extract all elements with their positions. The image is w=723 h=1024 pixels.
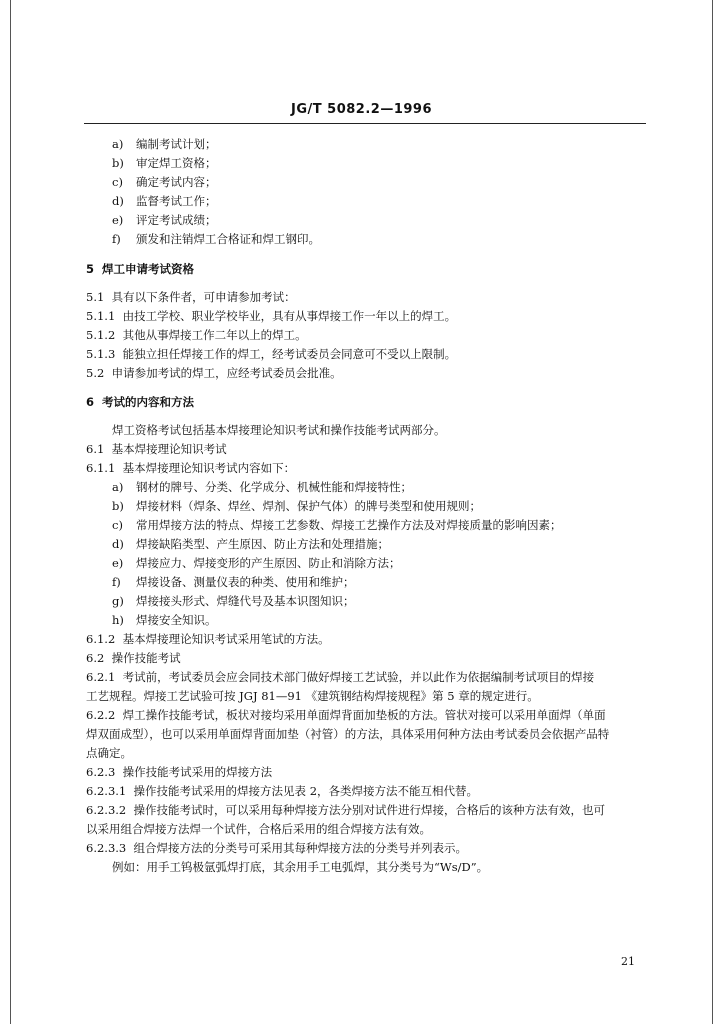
clause-6-2-3-2-cont: 以采用组合焊接方法焊一个试件，合格后采用的组合焊接方法有效。 — [86, 822, 431, 836]
standard-code-header: JG/T 5082.2—1996 — [291, 102, 432, 117]
clause-6-2-2-cont: 焊双面成型），也可以采用单面焊背面加垫（衬管）的方法，具体采用何种方法由考试委员会依据产品特 — [86, 727, 610, 741]
clause-6-1-2: 6.1.2 基本焊接理论知识考试采用笔试的方法。 — [86, 632, 330, 646]
clause-6-2-1: 6.2.1 考试前，考试委员会应会同技术部门做好焊接工艺试验，并以此作为依据编制考试项目的焊接 — [86, 670, 595, 684]
clause-5-1-2: 5.1.2 其他从事焊接工作二年以上的焊工。 — [86, 328, 307, 342]
clause-5-1-1: 5.1.1 由技工学校、职业学校毕业，具有从事焊接工作一年以上的焊工。 — [86, 309, 457, 323]
page-number: 21 — [621, 955, 635, 968]
section-heading-5: 5 焊工申请考试资格 — [86, 262, 195, 276]
clause-6-2-3-3: 6.2.3.3 组合焊接方法的分类号可采用其每种焊接方法的分类号并列表示。 — [86, 841, 468, 855]
scan-edge-right — [712, 0, 713, 1024]
list-item: g) 焊接接头形式、焊缝代号及基本识图知识； — [112, 594, 355, 608]
section-heading-6: 6 考试的内容和方法 — [86, 395, 195, 409]
list-item: a) 编制考试计划； — [112, 137, 217, 151]
list-item: e) 评定考试成绩； — [112, 213, 217, 227]
list-item: a) 钢材的牌号、分类、化学成分、机械性能和焊接特性； — [112, 480, 412, 494]
example-text: 例如：用手工钨极氩弧焊打底，其余用手工电弧焊，其分类号为“Ws/D”。 — [112, 860, 489, 874]
list-item: e) 焊接应力、焊接变形的产生原因、防止和消除方法； — [112, 556, 401, 570]
clause-6-2-1-cont: 工艺规程。焊接工艺试验可按 JGJ 81—91 《建筑钢结构焊接规程》第 5 章的规定进行。 — [86, 689, 539, 703]
list-item: d) 监督考试工作； — [112, 194, 217, 208]
section-6-intro: 焊工资格考试包括基本焊接理论知识考试和操作技能考试两部分。 — [112, 423, 446, 437]
list-item: f) 颁发和注销焊工合格证和焊工钢印。 — [112, 232, 320, 246]
clause-6-2-2-cont: 点确定。 — [86, 746, 132, 760]
list-item: h) 焊接安全知识。 — [112, 613, 217, 627]
clause-5-1-3: 5.1.3 能独立担任焊接工作的焊工，经考试委员会同意可不受以上限制。 — [86, 347, 457, 361]
list-item: b) 审定焊工资格； — [112, 156, 217, 170]
list-item: c) 常用焊接方法的特点、焊接工艺参数、焊接工艺操作方法及对焊接质量的影响因素； — [112, 518, 562, 532]
clause-5-2: 5.2 申请参加考试的焊工，应经考试委员会批准。 — [86, 366, 342, 380]
clause-5-1: 5.1 具有以下条件者，可申请参加考试： — [86, 290, 296, 304]
list-item: b) 焊接材料（焊条、焊丝、焊剂、保护气体）的牌号类型和使用规则； — [112, 499, 481, 513]
clause-6-2-3: 6.2.3 操作技能考试采用的焊接方法 — [86, 765, 273, 779]
clause-6-2-3-2: 6.2.3.2 操作技能考试时，可以采用每种焊接方法分别对试件进行焊接，合格后的该种方法有效，也可 — [86, 803, 606, 817]
list-item: d) 焊接缺陷类型、产生原因、防止方法和处理措施； — [112, 537, 389, 551]
clause-6-2-2: 6.2.2 焊工操作技能考试，板状对接均采用单面焊背面加垫板的方法。管状对接可以采用单面焊（单面 — [86, 708, 606, 722]
clause-6-1: 6.1 基本焊接理论知识考试 — [86, 442, 227, 456]
clause-6-2-3-1: 6.2.3.1 操作技能考试采用的焊接方法见表 2，各类焊接方法不能互相代替。 — [86, 784, 479, 798]
list-item: f) 焊接设备、测量仪表的种类、使用和维护； — [112, 575, 355, 589]
scan-edge-left — [10, 0, 11, 1024]
header-rule — [84, 123, 646, 124]
clause-6-1-1: 6.1.1 基本焊接理论知识考试内容如下： — [86, 461, 296, 475]
list-item: c) 确定考试内容； — [112, 175, 217, 189]
clause-6-2: 6.2 操作技能考试 — [86, 651, 181, 665]
